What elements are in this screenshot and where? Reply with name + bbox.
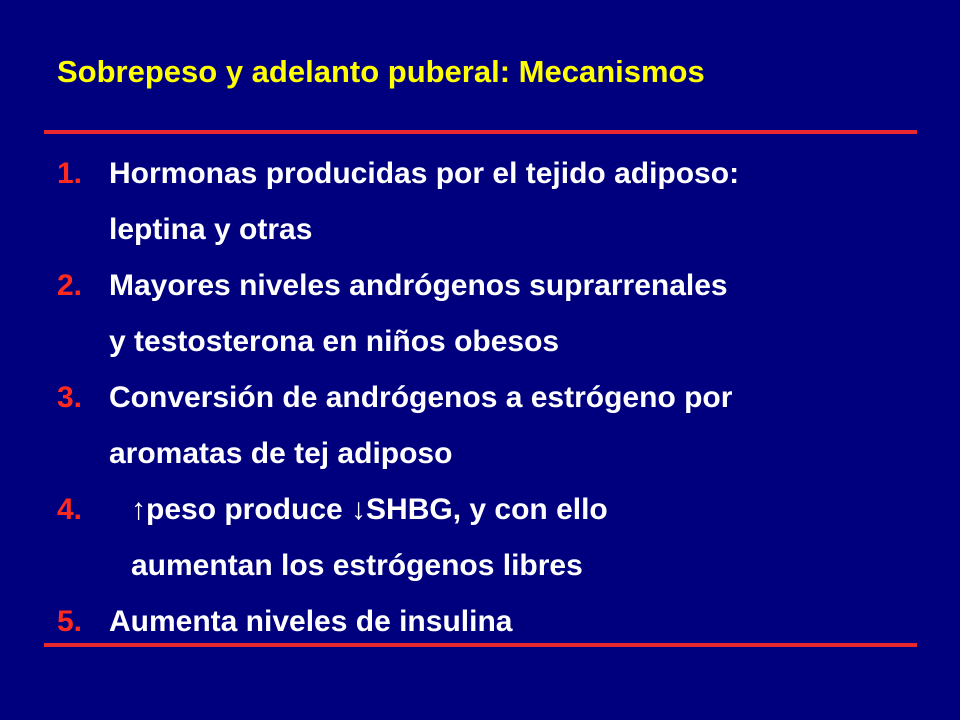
list-item (57, 594, 937, 650)
item-text-line: aumentan los estrógenos libres (131, 549, 583, 582)
list-item (57, 258, 937, 370)
item-text-line: ↑peso produce ↓SHBG, y con ello (131, 493, 608, 526)
item-number: 1. (57, 157, 83, 190)
item-number: 2. (57, 269, 83, 302)
item-text-line: aromatas de tej adiposo (109, 437, 453, 470)
list-item (57, 482, 937, 594)
slide-title: Sobrepeso y adelanto puberal: Mecanismos (57, 54, 705, 89)
mechanism-list (57, 146, 937, 650)
item-text-line: Aumenta niveles de insulina (109, 605, 513, 638)
item-text-line: Hormonas producidas por el tejido adiposo: (109, 157, 740, 190)
item-text-line: Conversión de andrógenos a estrógeno por (109, 381, 733, 414)
item-text-line: Mayores niveles andrógenos suprarrenales (109, 269, 728, 302)
item-number: 3. (57, 381, 83, 414)
item-text-line: y testosterona en niños obesos (109, 325, 560, 358)
item-number: 5. (57, 605, 83, 638)
bottom-divider (44, 643, 917, 647)
top-divider (44, 130, 917, 134)
list-item (57, 370, 937, 482)
item-text-line: leptina y otras (109, 213, 313, 246)
item-number: 4. (57, 493, 83, 526)
list-item (57, 146, 937, 258)
